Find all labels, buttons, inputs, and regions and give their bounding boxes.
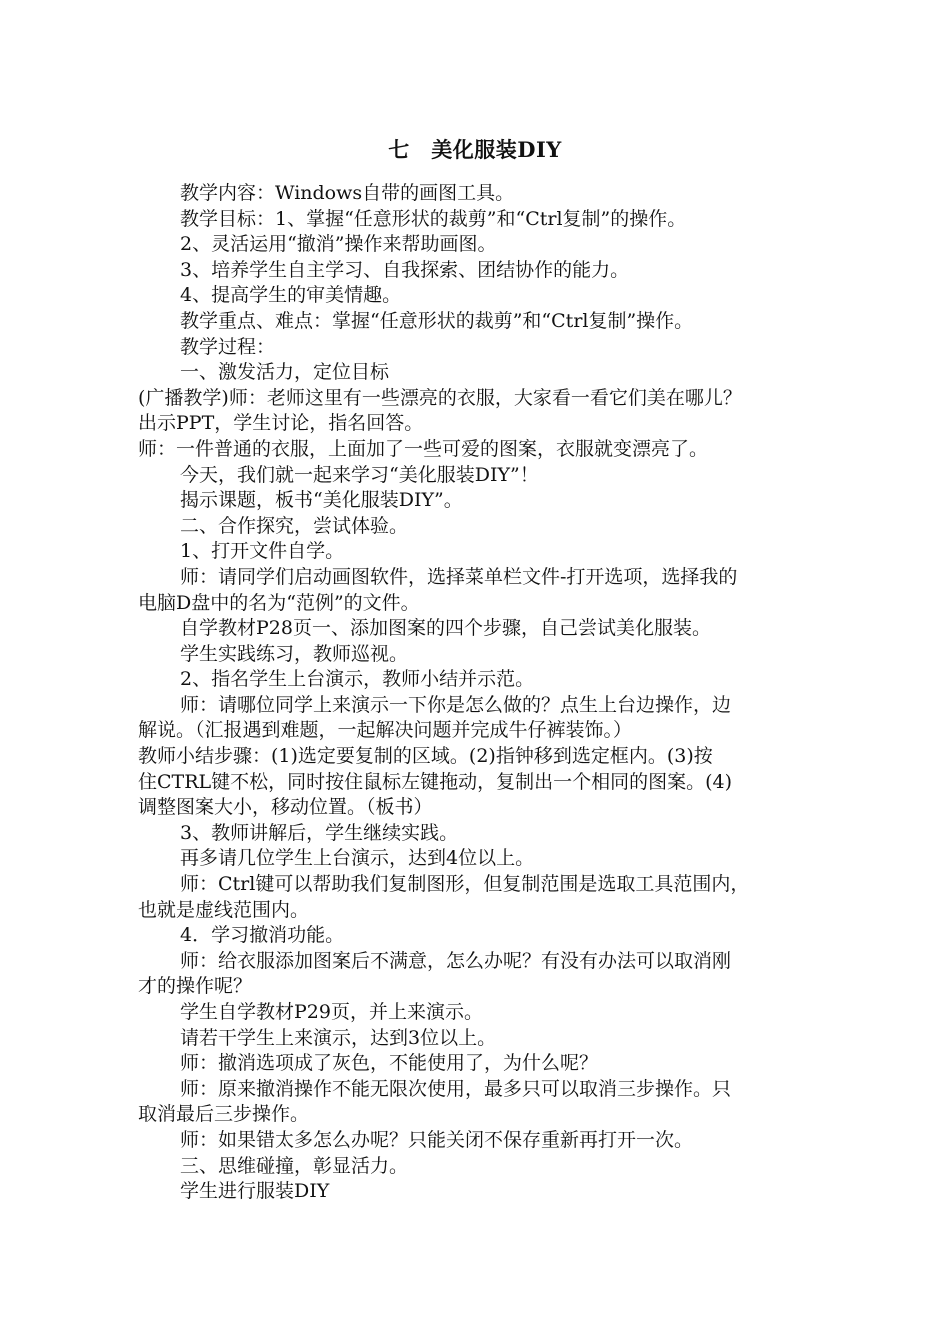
paragraph-line: 今天，我们就一起来学习“美化服装DIY”！ <box>180 463 539 486</box>
section-heading: 三、思维碰撞，彰显活力。 <box>180 1154 409 1177</box>
paragraph-line: 师：给衣服添加图案后不满意，怎么办呢？有没有办法可以取消刚 <box>180 949 732 972</box>
paragraph-line: 教学重点、难点：掌握“任意形状的裁剪”和“Ctrl复制”操作。 <box>180 309 694 332</box>
paragraph-line: 解说。（汇报遇到难题，一起解决问题并完成牛仔裤装饰。） <box>138 719 633 742</box>
paragraph-line: 取消最后三步操作。 <box>138 1103 310 1126</box>
paragraph-line: 学生自学教材P29页，并上来演示。 <box>180 1001 483 1023</box>
paragraph-line: 出示PPT，学生讨论，指名回答。 <box>138 412 424 435</box>
paragraph-line: 3、教师讲解后，学生继续实践。 <box>180 821 459 844</box>
paragraph-line: 调整图案大小，移动位置。（板书） <box>138 796 433 819</box>
paragraph-line: 学生进行服装DIY <box>180 1180 330 1203</box>
paragraph-line: 再多请几位学生上台演示，达到4位以上。 <box>180 847 535 870</box>
paragraph-line: 揭示课题，板书“美化服装DIY”。 <box>180 489 463 512</box>
paragraph-line: 电脑D盘中的名为“范例”的文件。 <box>138 591 420 614</box>
paragraph-line: 师：如果错太多怎么办呢？只能关闭不保存重新再打开一次。 <box>180 1128 694 1151</box>
paragraph-line: 师：撤消选项成了灰色，不能使用了，为什么呢？ <box>180 1052 599 1075</box>
paragraph-line: 2、指名学生上台演示，教师小结并示范。 <box>180 668 535 691</box>
paragraph-line: 3、培养学生自主学习、自我探索、团结协作的能力。 <box>180 258 630 281</box>
paragraph-line: 师：请哪位同学上来演示一下你是怎么做的？点生上台边操作，边 <box>180 693 732 716</box>
paragraph-line: 教学内容：Windows自带的画图工具。 <box>180 182 515 204</box>
paragraph-line: 教学目标：1、掌握“任意形状的裁剪”和“Ctrl复制”的操作。 <box>180 207 687 230</box>
paragraph-line: 也就是虚线范围内。 <box>138 898 310 921</box>
paragraph-line: 2、灵活运用“撤消”操作来帮助画图。 <box>180 233 497 256</box>
paragraph-line: 4、提高学生的审美情趣。 <box>180 284 402 307</box>
paragraph-line: 住CTRL键不松，同时按住鼠标左键拖动，复制出一个相同的图案。(4) <box>138 770 733 793</box>
paragraph-line: 学生实践练习，教师巡视。 <box>180 642 409 665</box>
paragraph-line: 4．学习撤消功能。 <box>180 924 345 947</box>
paragraph-line: 师：Ctrl键可以帮助我们复制图形，但复制范围是选取工具范围内， <box>180 873 750 896</box>
paragraph-line: 自学教材P28页一、添加图案的四个步骤，自己尝试美化服装。 <box>180 617 711 640</box>
paragraph-line: 1、打开文件自学。 <box>180 540 345 563</box>
section-heading: 二、合作探究，尝试体验。 <box>180 514 409 537</box>
paragraph-line: 师：原来撤消操作不能无限次使用，最多只可以取消三步操作。只 <box>180 1077 732 1100</box>
paragraph-line: 才的操作呢？ <box>138 975 253 998</box>
paragraph-line: 师：一件普通的衣服，上面加了一些可爱的图案，衣服就变漂亮了。 <box>138 437 709 460</box>
paragraph-line: (广播教学)师：老师这里有一些漂亮的衣服，大家看一看它们美在哪儿？ <box>138 386 742 409</box>
lesson-title: 七 美化服装DIY <box>388 137 562 162</box>
paragraph-line: 教学过程： <box>180 335 276 358</box>
paragraph-line: 师：请同学们启动画图软件，选择菜单栏文件-打开选项，选择我的 <box>180 565 738 588</box>
paragraph-line: 请若干学生上来演示，达到3位以上。 <box>180 1026 497 1049</box>
lesson-body <box>138 181 828 1205</box>
section-heading: 一、激发活力，定位目标 <box>180 361 390 384</box>
paragraph-line: 教师小结步骤：(1)选定要复制的区域。(2)指钟移到选定框内。(3)按 <box>138 745 713 768</box>
